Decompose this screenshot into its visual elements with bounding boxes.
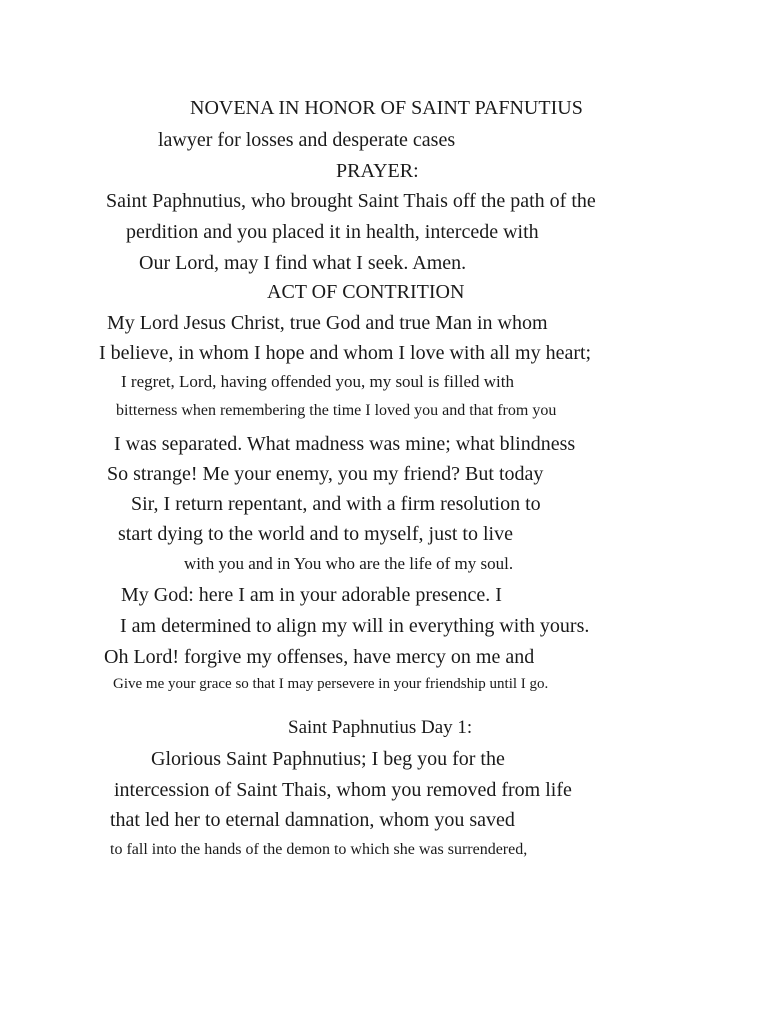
contrition-line: I was separated. What madness was mine; what blindness (114, 433, 576, 455)
prayer-heading: PRAYER: (336, 160, 419, 182)
day1-heading: Saint Paphnutius Day 1: (288, 717, 473, 738)
contrition-line: Sir, I return repentant, and with a firm resolution to (131, 493, 541, 515)
prayer-line: Saint Paphnutius, who brought Saint Thais off the path of the (106, 190, 596, 212)
prayer-line: perdition and you placed it in health, intercede with (126, 221, 539, 243)
contrition-heading: ACT OF CONTRITION (267, 281, 465, 303)
contrition-line: with you and in You who are the life of my soul. (184, 554, 514, 573)
prayer-line: Our Lord, may I find what I seek. Amen. (139, 252, 467, 274)
day1-line: that led her to eternal damnation, whom you saved (110, 809, 515, 831)
contrition-line: I regret, Lord, having offended you, my soul is filled with (121, 372, 514, 391)
contrition-line: My God: here I am in your adorable presence. I (121, 584, 502, 606)
day1-line: to fall into the hands of the demon to which she was surrendered, (110, 841, 528, 858)
contrition-line: I am determined to align my will in everything with yours. (120, 615, 590, 637)
contrition-line: Give me your grace so that I may persevere in your friendship until I go. (113, 676, 549, 692)
day1-line: intercession of Saint Thais, whom you removed from life (114, 779, 572, 801)
contrition-line: I believe, in whom I hope and whom I love with all my heart; (99, 342, 592, 364)
day1-line: Glorious Saint Paphnutius; I beg you for the (151, 748, 505, 770)
contrition-line: My Lord Jesus Christ, true God and true Man in whom (107, 312, 548, 334)
contrition-line: start dying to the world and to myself, just to live (118, 523, 513, 545)
contrition-line: bitterness when remembering the time I loved you and that from you (116, 402, 557, 419)
contrition-line: Oh Lord! forgive my offenses, have mercy on me and (104, 646, 535, 668)
page-title: NOVENA IN HONOR OF SAINT PAFNUTIUS (190, 97, 583, 119)
contrition-line: So strange! Me your enemy, you my friend? But today (107, 463, 544, 485)
page-subtitle: lawyer for losses and desperate cases (158, 129, 456, 151)
